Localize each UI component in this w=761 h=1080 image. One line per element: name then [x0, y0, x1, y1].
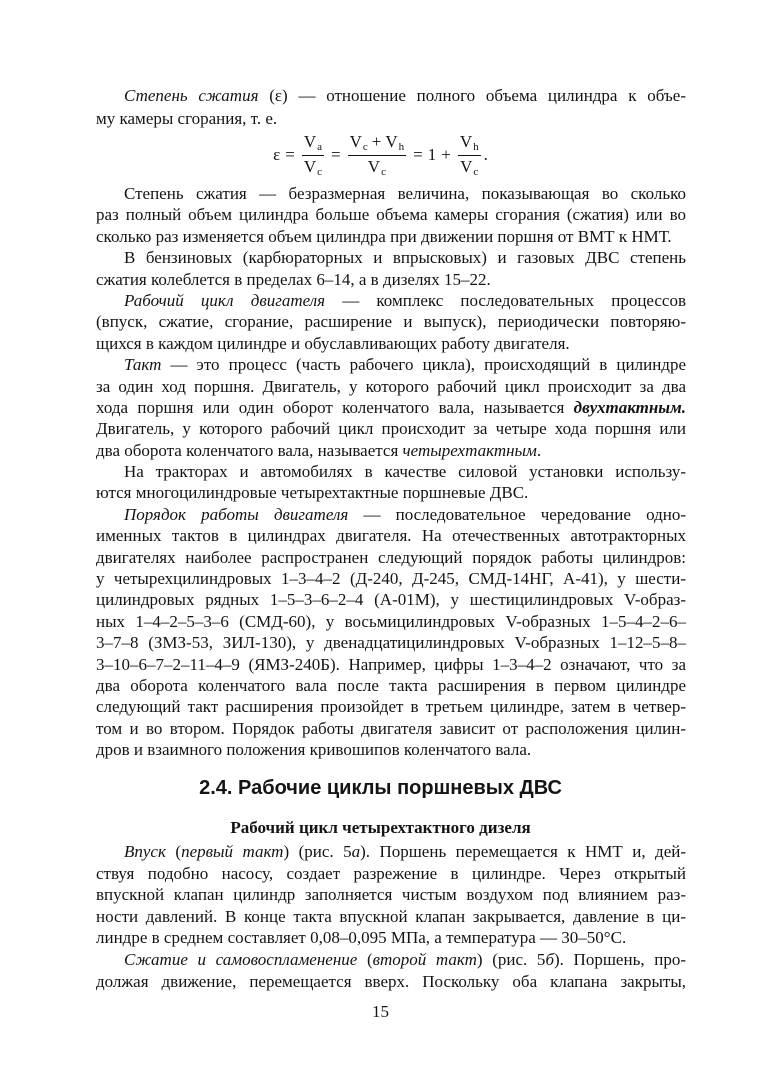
- text-line: [96, 247, 686, 268]
- volume-variable: V: [459, 131, 473, 151]
- text-run: Двигатель, у которого рабочий цикл происходит за четыре хода поршня или: [96, 419, 686, 439]
- subscript: h: [398, 140, 405, 153]
- text-run: сжатия колеблется в пределах 6–14, а в дизелях 15–22.: [96, 269, 491, 289]
- text-line: [96, 675, 686, 696]
- text-run: ). Поршень перемещается к НМТ и, дей-: [360, 842, 686, 861]
- constant-one: 1: [427, 145, 437, 164]
- formula-period: .: [483, 145, 488, 164]
- italic-term: б: [545, 949, 554, 969]
- page-number: 15: [372, 1002, 389, 1021]
- text-run: за один ход поршня. Двигатель, у которого рабочий цикл происходит за два: [96, 376, 686, 396]
- text-run: хода поршня или один оборот коленчатого вала, называется: [96, 397, 574, 417]
- section-text: [96, 841, 686, 992]
- text-line: [96, 906, 686, 928]
- intro-text: [96, 84, 686, 130]
- paragraph: [96, 84, 686, 130]
- text-run: — последовательное чередование одно-: [348, 504, 686, 524]
- denominator: [302, 156, 324, 178]
- text-run: именных тактов в цилиндрах двигателя. На отечественных автотракторных: [96, 526, 686, 546]
- text-line: [96, 568, 686, 589]
- paragraph: [96, 949, 686, 992]
- text-run: у четырехцилиндровых 1–3–4–2 (Д-240, Д-245, СМД-14НГ, А-41), у шести-: [96, 569, 686, 589]
- subscript: c: [381, 165, 386, 178]
- text-run: Степень сжатия — безразмерная величина, показывающая во сколько: [124, 184, 686, 203]
- italic-term: Сжатие и самовоспламенение: [124, 949, 358, 969]
- italic-term: Такт: [124, 355, 162, 375]
- text-line: [96, 547, 686, 568]
- numerator: [348, 133, 407, 156]
- fraction-vh-over-vc: [458, 133, 481, 178]
- text-line: [96, 739, 686, 760]
- text-line: [96, 504, 686, 525]
- bold-italic-term: двухтактным.: [573, 397, 686, 417]
- text-run: ). Поршень, про-: [554, 949, 686, 969]
- numerator: [458, 133, 481, 156]
- equals-sign: =: [413, 145, 423, 164]
- text-run: ности давлений. В конце такта впускной клапан закрывается, давление в ци-: [96, 906, 686, 926]
- text-run: цилиндровых рядных 1–5–3–6–2–4 (А-01М), у шестицилиндровых V-образ-: [96, 590, 686, 610]
- text-run: 3–7–8 (ЗМЗ-53, ЗИЛ-130), у двенадцатицилиндровых V-образных 1–12–5–8–: [96, 633, 686, 653]
- volume-variable: V: [385, 131, 398, 151]
- text-line: [96, 333, 686, 354]
- fraction-va-over-vc: [302, 133, 324, 178]
- italic-term: Порядок работы двигателя: [124, 504, 349, 524]
- plus-sign: +: [441, 145, 451, 164]
- fraction-vc-plus-vh-over-vc: [348, 133, 407, 178]
- paragraph: [96, 247, 686, 290]
- text-line: [96, 611, 686, 632]
- text-run: ) (рис. 5: [476, 949, 546, 969]
- denominator: [458, 156, 480, 178]
- epsilon-symbol: ε: [273, 145, 281, 164]
- equals-sign: =: [331, 145, 341, 164]
- paragraph: [96, 290, 686, 354]
- paragraph: [96, 841, 686, 949]
- paragraph: [96, 354, 686, 461]
- text-line: [96, 204, 686, 225]
- numerator: [302, 133, 324, 156]
- volume-variable: V: [367, 156, 381, 176]
- text-line: [96, 376, 686, 397]
- text-run: — это процесс (часть рабочего цикла), происходящий в цилиндре: [161, 355, 686, 375]
- text-line: [96, 311, 686, 332]
- text-run: На тракторах и автомобилях в качестве силовой установки использу-: [124, 462, 686, 482]
- denominator: [366, 156, 388, 178]
- italic-term: а: [351, 842, 361, 861]
- text-line: [96, 884, 686, 906]
- text-line: [96, 84, 686, 107]
- text-line: [96, 971, 686, 993]
- subscript: c: [473, 165, 479, 178]
- italic-term: Впуск: [124, 842, 166, 861]
- volume-variable: V: [460, 156, 473, 176]
- italic-term: четырехтактным: [402, 440, 537, 460]
- text-line: [96, 927, 686, 949]
- paragraph: [96, 504, 686, 761]
- subscript: h: [473, 140, 479, 153]
- text-line: [96, 654, 686, 675]
- text-run: — комплекс последовательных процессов: [325, 290, 687, 310]
- text-line: [96, 440, 686, 461]
- subscript: c: [317, 165, 323, 178]
- text-line: [96, 397, 686, 418]
- equals-sign: =: [285, 145, 295, 164]
- text-line: [96, 107, 686, 130]
- volume-variable: V: [303, 131, 317, 151]
- text-run: сколько раз изменяется объем цилиндра при движении поршня от ВМТ к НМТ.: [96, 226, 672, 246]
- text-run: му камеры сгорания, т. е.: [96, 109, 278, 128]
- text-line: [96, 632, 686, 653]
- italic-term: первый такт: [181, 842, 284, 861]
- text-line: [96, 841, 686, 863]
- text-run: дров и взаимного положения кривошипов коленчатого вала.: [96, 740, 532, 760]
- text-line: [96, 718, 686, 739]
- subsection-heading: Рабочий цикл четырехтактного дизеля: [230, 818, 531, 837]
- text-line: [96, 418, 686, 439]
- text-run: щихся в каждом цилиндре и обуславливающих работу двигателя.: [96, 333, 570, 353]
- text-run: два оборота коленчатого вала после такта расширения в первом цилиндре: [96, 675, 686, 695]
- text-run: В бензиновых (карбюраторных и впрысковых) и газовых ДВС степень: [124, 248, 686, 268]
- text-run: 3–10–6–7–2–11–4–9 (ЯМЗ-240Б). Например, цифры 1–3–4–2 означают, что за: [96, 654, 686, 674]
- subscript: c: [362, 140, 368, 153]
- text-run: (ε) — отношение полного объема цилиндра к объе-: [258, 86, 686, 105]
- text-run: двигателях наиболее распространен следующий порядок работы цилиндров:: [96, 547, 686, 567]
- text-run: том и во втором. Порядок работы двигателя зависит от расположения цилин-: [96, 718, 686, 738]
- text-line: [96, 482, 686, 503]
- section-heading: 2.4. Рабочие циклы поршневых ДВС: [199, 777, 562, 799]
- text-run: .: [536, 440, 542, 460]
- text-line: [96, 461, 686, 482]
- text-line: [96, 290, 686, 311]
- text-run: ных 1–4–2–5–3–6 (СМД-60), у восьмицилиндровых V-образных 1–5–4–2–6–: [96, 611, 686, 631]
- text-run: два оборота коленчатого вала, называется: [96, 440, 403, 460]
- text-run: линдре в среднем составляет 0,08–0,095 МПа, а температура — 30–50°С.: [96, 928, 627, 948]
- text-line: [96, 354, 686, 375]
- italic-term: второй такт: [372, 949, 477, 969]
- italic-term: Рабочий цикл двигателя: [124, 290, 326, 310]
- text-line: [96, 183, 686, 204]
- text-run: ) (рис. 5: [283, 842, 352, 861]
- compression-ratio-formula: [0, 131, 761, 178]
- volume-variable: V: [349, 131, 362, 151]
- text-line: [96, 696, 686, 717]
- text-line: [96, 949, 686, 971]
- text-line: [96, 226, 686, 247]
- text-run: раз полный объем цилиндра больше объема камеры сгорания (сжатия) или во: [96, 205, 686, 225]
- subscript: a: [317, 140, 323, 153]
- text-line: [96, 525, 686, 546]
- text-run: (: [165, 842, 182, 861]
- plus-sign: +: [371, 131, 382, 151]
- text-line: [96, 589, 686, 610]
- text-run: следующий такт расширения произойдет в третьем цилиндре, затем в четвер-: [96, 697, 686, 717]
- italic-term: Степень сжатия: [124, 86, 259, 105]
- text-run: впускной клапан цилиндр заполняется чистым воздухом под влиянием раз-: [96, 885, 686, 905]
- text-run: (впуск, сжатие, сгорание, расширение и выпуск), периодически повторяю-: [96, 312, 686, 332]
- text-run: ются многоцилиндровые четырехтактные поршневые ДВС.: [96, 483, 529, 503]
- text-line: [96, 269, 686, 290]
- paragraph: [96, 461, 686, 504]
- text-line: [96, 863, 686, 885]
- text-run: (: [357, 949, 373, 969]
- text-run: ствуя подобно насосу, создает разрежение в цилиндре. Через открытый: [96, 863, 686, 883]
- text-run: должая движение, перемещается вверх. Поскольку оба клапана закрыты,: [96, 971, 686, 991]
- paragraph: [96, 183, 686, 247]
- main-text: [96, 183, 686, 761]
- volume-variable: V: [303, 156, 317, 176]
